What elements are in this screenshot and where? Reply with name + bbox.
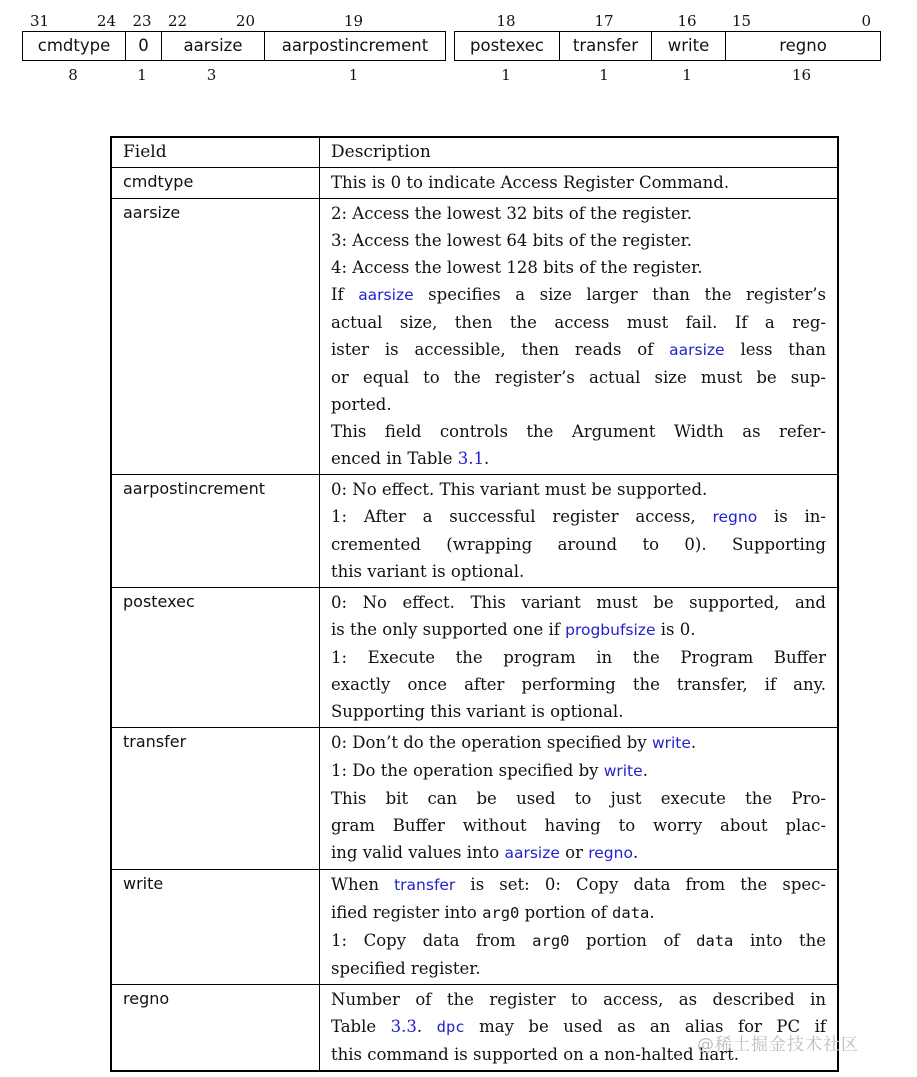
text-line [331, 955, 826, 982]
text-line [331, 336, 826, 364]
text-line [331, 812, 826, 839]
field-box-postexec: postexec [470, 36, 544, 55]
table-ref-link[interactable]: 3.3 [390, 1017, 417, 1036]
text-line [331, 445, 826, 472]
text-line [331, 589, 826, 616]
field-name-postexec: postexec [111, 588, 320, 728]
text-run: or [559, 843, 589, 862]
text-line [331, 671, 826, 698]
bit-width-transfer: 1 [599, 66, 609, 84]
text-line [331, 200, 826, 227]
bit-number: 18 [496, 12, 516, 30]
bit-width-aarsize: 3 [206, 66, 217, 84]
bit-number: 20 [235, 12, 255, 30]
text-run: This field controls the Argument Width as refer- [331, 422, 826, 441]
text-run: If [331, 285, 359, 304]
text-run: . [632, 843, 639, 862]
text-run: less than [724, 340, 826, 359]
bit-numbers-regno [724, 10, 879, 31]
bit-widths-row [454, 61, 881, 84]
field-name-write: write [111, 870, 320, 985]
text-line [331, 644, 826, 671]
bit-number: 0 [861, 12, 871, 30]
text-run: exactly once after performing the transfer, if any. [331, 675, 826, 694]
text-run: This is 0 to indicate Access Register Command. [331, 173, 730, 192]
link-regno[interactable]: regno [712, 508, 758, 526]
text-run: is 0. [655, 620, 696, 639]
field-description [320, 199, 839, 475]
field-name-aarpostincrement: aarpostincrement [111, 475, 320, 588]
text-run: ified register into [331, 903, 483, 922]
field-description [320, 588, 839, 728]
bit-number: 19 [343, 12, 364, 30]
text-run: 4: Access the lowest 128 bits of the register. [331, 258, 703, 277]
text-run: may be used as an alias for PC if [464, 1017, 826, 1036]
text-run: 1: After a successful register access, [331, 507, 713, 526]
table-ref-link[interactable]: 3.1 [457, 449, 485, 468]
text-run: 0: No effect. This variant must be supported, and [331, 593, 826, 612]
text-run: gram Buffer without having to worry about plac- [331, 816, 826, 835]
bit-numbers-write [650, 10, 724, 31]
bit-numbers-row [454, 10, 881, 31]
bit-width-aarpostincrement: 1 [348, 66, 359, 84]
bit-number: 16 [677, 12, 697, 30]
bit-numbers-aarpostincrement [263, 10, 444, 31]
text-run: 0: No effect. This variant must be supported. [331, 480, 708, 499]
bit-numbers-cmdtype [22, 10, 124, 31]
text-run: ing valid values into [331, 843, 505, 862]
link-transfer[interactable]: transfer [394, 876, 456, 894]
field-box-transfer: transfer [559, 32, 651, 60]
field-box-write: write [651, 32, 725, 60]
table-row [111, 588, 838, 728]
text-run: 2: Access the lowest 32 bits of the register. [331, 204, 693, 223]
bit-number: 17 [594, 12, 614, 30]
bit-numbers-0 [124, 10, 160, 31]
text-run: into the [733, 931, 826, 950]
text-line [331, 309, 826, 336]
text-run: Table [331, 1017, 391, 1036]
bit-number: 24 [96, 12, 116, 30]
bit-number: 23 [132, 12, 152, 30]
table-row [111, 475, 838, 588]
link-write[interactable]: write [651, 734, 691, 752]
field-boxes-row [22, 31, 446, 61]
text-line [331, 254, 826, 281]
text-line [331, 698, 826, 725]
table-row [111, 168, 838, 199]
text-line [331, 839, 826, 867]
field-description [320, 475, 839, 588]
text-run: 1: Copy data from [331, 931, 533, 950]
text-run: actual size, then the access must fail. If a reg- [331, 313, 826, 332]
field-description-table [110, 136, 839, 1072]
field-box-cmdtype: cmdtype [37, 36, 111, 55]
link-dpc[interactable]: dpc [436, 1018, 465, 1036]
text-line [331, 503, 826, 531]
bit-number: 31 [30, 12, 50, 30]
bitfield-group [22, 10, 446, 84]
text-line [331, 476, 826, 503]
text-line [331, 558, 826, 585]
bit-width-0: 1 [137, 66, 147, 84]
text-run: this command is supported on a non-halted hart. [331, 1045, 740, 1064]
text-run: . [649, 903, 655, 922]
text-run: . [690, 733, 697, 752]
code-text: arg0 [482, 904, 520, 922]
text-line [331, 169, 826, 196]
text-run: portion of [569, 931, 697, 950]
text-run: 3: Access the lowest 64 bits of the register. [331, 231, 693, 250]
link-write[interactable]: write [603, 762, 643, 780]
text-run: is in- [757, 507, 826, 526]
text-line [331, 531, 826, 558]
text-run: . [416, 1017, 437, 1036]
text-line [331, 729, 826, 757]
link-regno[interactable]: regno [588, 844, 633, 862]
table-row [111, 870, 838, 985]
text-run: 0: Don’t do the operation specified by [331, 733, 652, 752]
link-aarsize[interactable]: aarsize [358, 286, 414, 304]
text-line [331, 364, 826, 391]
text-run: portion of [519, 903, 613, 922]
text-line [331, 616, 826, 644]
field-description [320, 728, 839, 870]
text-run: specified register. [331, 959, 481, 978]
field-box-regno: regno [725, 32, 880, 60]
bit-numbers-postexec [454, 10, 558, 31]
code-text: arg0 [532, 932, 570, 950]
link-aarsize[interactable]: aarsize [504, 844, 560, 862]
code-text: data [696, 932, 734, 950]
bit-width-write: 1 [682, 66, 692, 84]
bit-number: 22 [168, 12, 188, 30]
field-box-aarsize: aarsize [161, 32, 264, 60]
text-run: When [331, 875, 395, 894]
link-aarsize[interactable]: aarsize [669, 341, 725, 359]
bitfield-diagram [22, 10, 881, 84]
field-name-transfer: transfer [111, 728, 320, 870]
text-run: Number of the register to access, as described in [331, 990, 826, 1009]
description-header: Description [320, 137, 839, 168]
code-text: data [612, 904, 650, 922]
text-run: cremented (wrapping around to 0). Supporting [331, 535, 826, 554]
field-description [320, 985, 839, 1072]
text-line [331, 227, 826, 254]
text-run: this variant is optional. [331, 562, 525, 581]
field-description [320, 168, 839, 199]
field-box-aarpostincrement: aarpostincrement [264, 32, 445, 60]
bit-width-regno: 16 [791, 66, 812, 84]
table-row [111, 199, 838, 475]
bit-numbers-row [22, 10, 446, 31]
field-name-aarsize: aarsize [111, 199, 320, 475]
text-run: enced in Table [331, 449, 458, 468]
table-row [111, 728, 838, 870]
text-run: ported. [331, 395, 392, 414]
bit-numbers-transfer [558, 10, 650, 31]
text-line [331, 391, 826, 418]
text-line [331, 927, 826, 955]
text-run: is the only supported one if [331, 620, 566, 639]
text-run: Supporting this variant is optional. [331, 702, 624, 721]
field-box-0: 0 [125, 32, 161, 60]
table-header-row [111, 137, 838, 168]
text-line [331, 899, 826, 927]
bitfield-group [454, 10, 881, 84]
bit-number: 15 [732, 12, 752, 30]
text-run: . [484, 449, 490, 468]
field-name-cmdtype: cmdtype [111, 168, 320, 199]
text-run: is set: 0: Copy data from the spec- [455, 875, 826, 894]
text-run: 1: Execute the program in the Program Buffer [331, 648, 826, 667]
field-description [320, 870, 839, 985]
bit-widths-row [22, 61, 446, 84]
text-line [331, 757, 826, 785]
text-line [331, 281, 826, 309]
field-name-regno: regno [111, 985, 320, 1072]
bit-width-postexec: 1 [501, 66, 511, 84]
table-row [111, 985, 838, 1072]
text-line [331, 986, 826, 1013]
field-header: Field [111, 137, 320, 168]
text-run: ister is accessible, then reads of [331, 340, 670, 359]
text-run: . [642, 761, 648, 780]
text-line [331, 785, 826, 812]
bit-numbers-aarsize [160, 10, 263, 31]
text-run: specifies a size larger than the register’s [413, 285, 827, 304]
text-run: This bit can be used to just execute the Pro- [331, 789, 826, 808]
text-line [331, 871, 826, 899]
bit-width-cmdtype: 8 [68, 66, 78, 84]
text-run: 1: Do the operation specified by [331, 761, 604, 780]
link-progbufsize[interactable]: progbufsize [565, 621, 656, 639]
watermark: @稀土掘金技术社区 [697, 1035, 859, 1055]
field-boxes-row [454, 31, 881, 61]
text-run: or equal to the register’s actual size must be sup- [331, 368, 826, 387]
text-line [331, 418, 826, 445]
